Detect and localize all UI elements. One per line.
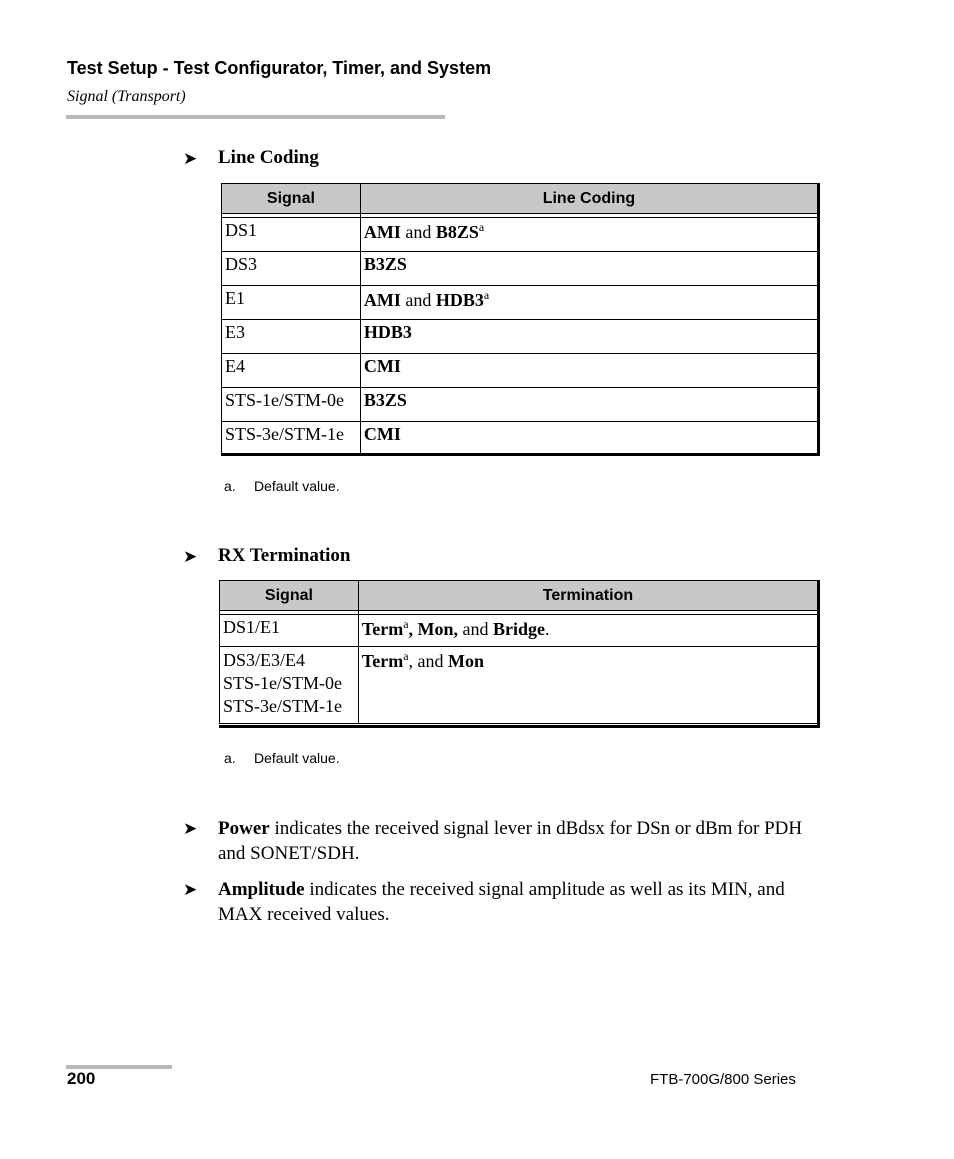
table-header-row [220,581,818,611]
signal-cell: E1 [222,286,361,320]
column-header-signal: Signal [222,184,361,214]
table-row [222,320,818,354]
termination-cell: Term$^a$, Mon, and Bridge. [358,615,817,647]
bullet-arrow-icon: ➤ [183,880,198,900]
table-row [222,218,818,252]
page-header-title: Test Setup - Test Configurator, Timer, and System [67,58,492,78]
table-row [222,422,818,456]
bullet-arrow-icon: ➤ [183,547,198,567]
coding-cell: HDB3 [360,320,817,354]
page-number: 200 [67,1069,96,1088]
signal-cell: DS1 [222,218,361,252]
coding-cell: AMI and $B8ZS^a$ [360,218,817,252]
column-header-line-coding: Line Coding [360,184,817,214]
column-header-termination: Termination [358,581,817,611]
section-heading-line-coding: Line Coding [218,147,319,168]
column-header-signal: Signal [220,581,359,611]
coding-cell: CMI [360,354,817,388]
table-row [222,252,818,286]
bullet-arrow-icon: ➤ [183,819,198,839]
product-series: FTB-700G/800 Series [650,1071,796,1088]
signal-cell: E3 [222,320,361,354]
table-row [222,286,818,320]
footnote: a. Default value. [224,478,340,494]
header-divider [66,115,445,119]
coding-cell: AMI and HDB3$^a$ [360,286,817,320]
page-header-subtitle: Signal (Transport) [67,88,186,105]
bullet-arrow-icon: ➤ [183,149,198,169]
coding-cell: CMI [360,422,817,456]
table-header-row [222,184,818,214]
signal-cell: STS-1e/STM-0e [222,388,361,422]
termination-cell: Term$^a$, and Mon [358,647,817,724]
footnote: a. Default value. [224,750,340,766]
signal-cell: DS3 [222,252,361,286]
section-heading-rx-termination: RX Termination [218,545,351,566]
signal-cell: DS3/E3/E4 STS-1e/STM-0e STS-3e/STM-1e [220,647,359,724]
table-row [220,615,818,647]
signal-cell: STS-3e/STM-1e [222,422,361,456]
table-row [220,647,818,724]
signal-cell: E4 [222,354,361,388]
coding-cell: B3ZS [360,388,817,422]
coding-cell: B3ZS [360,252,817,286]
amplitude-description: Amplitude indicates the received signal amplitude as well as its MIN, and MAX received values. [218,879,785,925]
table-row [222,388,818,422]
power-description: Power indicates the received signal lever in dBdsx for DSn or dBm for PDH and SONET/SDH. [218,818,803,864]
line-coding-table [221,183,818,456]
table-row [222,354,818,388]
signal-cell: DS1/E1 [220,615,359,647]
rx-termination-table [219,580,818,724]
